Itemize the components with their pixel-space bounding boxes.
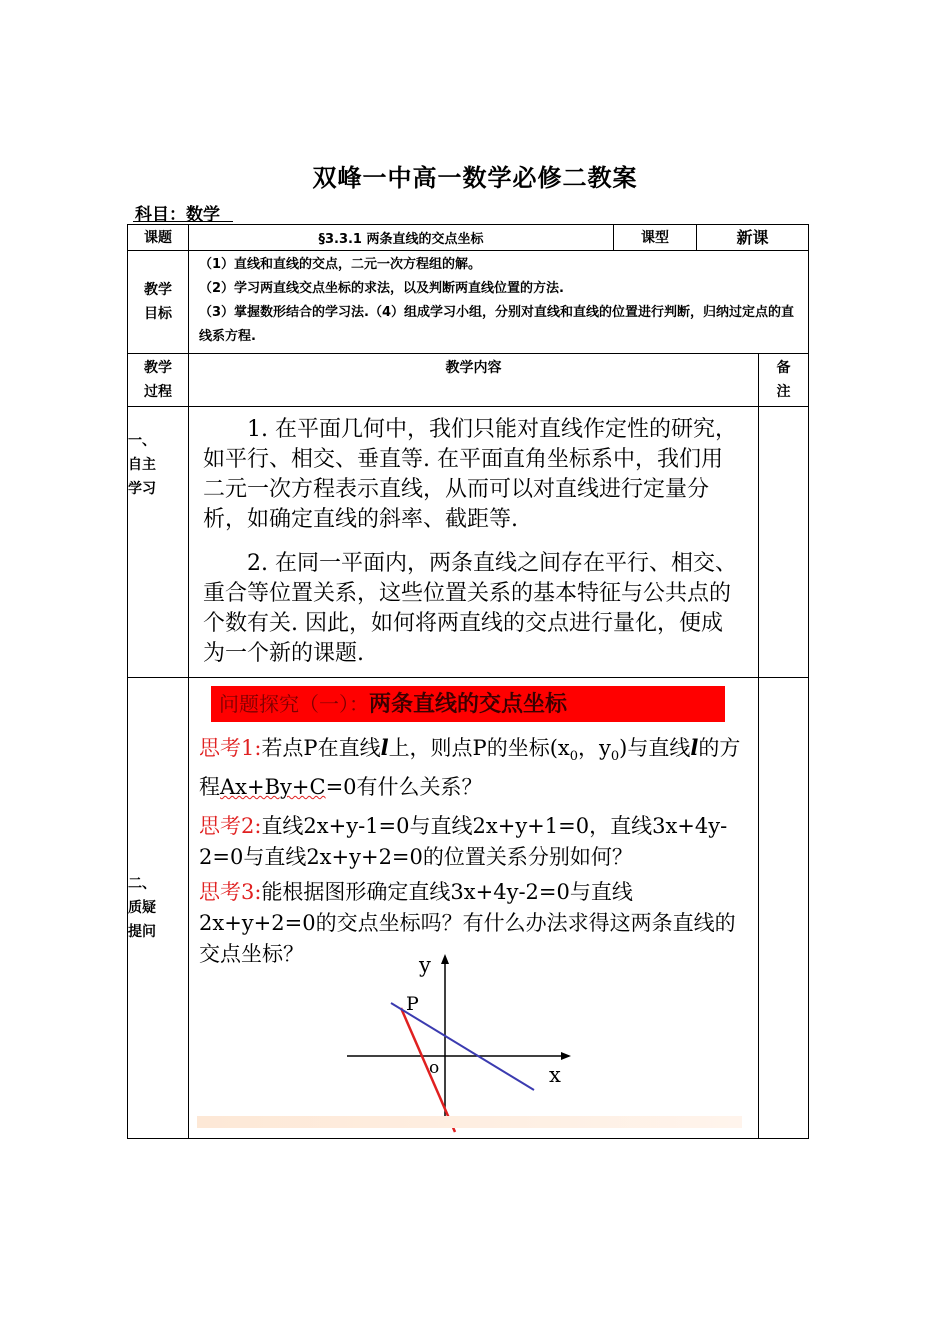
subject-underline [133, 221, 233, 222]
think-3-label: 思考3: [199, 880, 262, 905]
process-label-line2: 过程 [144, 384, 172, 400]
topic-value: §3.3.1 两条直线的交点坐标 [189, 225, 614, 251]
section1-content [189, 407, 759, 678]
section2-notes [759, 678, 809, 1139]
goals-label [128, 251, 189, 354]
goal-item: （2）学习两直线交点坐标的求法，以及判断两直线位置的方法. [199, 281, 564, 296]
section1-label-line3: 学习 [128, 481, 156, 497]
think-1-text: =0有什么关系？ [325, 775, 483, 800]
page-title: 双峰一中高一数学必修二教案 [312, 164, 638, 192]
banner-prefix: 问题探究（一）： [219, 692, 369, 716]
think-1-line-symbol: l [380, 735, 389, 760]
notes-header-line1: 备 [776, 360, 791, 376]
notes-header-line2: 注 [776, 384, 791, 400]
lesson-type-label: 课型 [614, 225, 697, 251]
process-label-line1: 教学 [144, 360, 172, 376]
section1-notes [759, 407, 809, 678]
goal-item: （3）掌握数形结合的学习法.（4）组成学习小组，分别对直线和直线的位置进行判断，归纳过定点的直线系方程. [199, 305, 795, 344]
think-2 [189, 811, 758, 873]
origin-label: o [429, 1058, 440, 1078]
think-2-text: 直线2x+y-1=0与直线2x+y+1=0，直线3x+4y-2=0与直线2x+y+2=0的位置关系分别如何？ [199, 814, 728, 870]
think-1-text: ，y [578, 736, 611, 760]
x-axis-label: x [549, 1063, 561, 1087]
think-1-equation: Ax+By+C [220, 775, 326, 800]
blue-line [391, 1003, 534, 1090]
section2-label-line1: 二、 [128, 876, 156, 892]
goal-item: （1）直线和直线的交点，二元一次方程组的解。 [199, 257, 482, 272]
section1-paragraph-1: 1. 在平面几何中，我们只能对直线作定性的研究，如平行、相交、垂直等. 在平面直角坐标系中，我们用二元一次方程表示直线，从而可以对直线进行定量分析，如确定直线的斜率、截距等. [203, 417, 737, 532]
goals-label-line1: 教学 [144, 282, 172, 298]
y-axis-label: y [419, 953, 431, 977]
section1-label-line2: 自主 [128, 457, 156, 473]
point-p-label: P [406, 993, 419, 1015]
notes-header [759, 354, 809, 407]
think-1-subscript: 0 [610, 749, 620, 765]
think-1-text: 的方程 [199, 736, 741, 800]
think-1 [189, 732, 758, 803]
section2-content [189, 678, 759, 1139]
section1-label-line1: 一、 [128, 433, 156, 449]
content-header: 教学内容 [189, 354, 759, 407]
think-2-label: 思考2: [199, 814, 262, 839]
think-1-line-symbol: l [690, 735, 699, 760]
think-1-subscript: 0 [569, 749, 579, 765]
goals-label-line2: 目标 [144, 306, 172, 322]
banner-title: 两条直线的交点坐标 [369, 691, 568, 717]
think-1-label: 思考1: [199, 736, 262, 760]
y-axis-arrow [441, 954, 449, 964]
think-3-text: 能根据图形确定直线3x+4y-2=0与直线2x+y+2=0的交点坐标吗？有什么办法求得这两条直线的交点坐标？ [199, 880, 736, 967]
lesson-plan-table [127, 224, 809, 1139]
lesson-type-value: 新课 [697, 225, 809, 251]
section2-label-line3: 提问 [128, 924, 156, 940]
section2-label-line2: 质疑 [128, 900, 156, 916]
think-1-text: 上，则点P的坐标(x [388, 736, 570, 760]
question-banner [211, 686, 725, 722]
section1-label [128, 407, 189, 678]
goals-content [189, 251, 809, 354]
process-label [128, 354, 189, 407]
image-bottom-strip [197, 1116, 742, 1128]
think-1-text: )与直线 [619, 736, 691, 760]
topic-label: 课题 [128, 225, 189, 251]
subject-label: 科目：数学 [135, 205, 220, 225]
intersection-graph [339, 948, 579, 1133]
x-axis-arrow [561, 1052, 571, 1060]
section2-label [128, 678, 189, 1139]
section1-paragraph-2: 2. 在同一平面内，两条直线之间存在平行、相交、重合等位置关系，这些位置关系的基本特征与公共点的个数有关. 因此，如何将两直线的交点进行量化，便成为一个新的课题. [203, 551, 737, 666]
think-1-text: 若点P在直线 [261, 736, 381, 760]
